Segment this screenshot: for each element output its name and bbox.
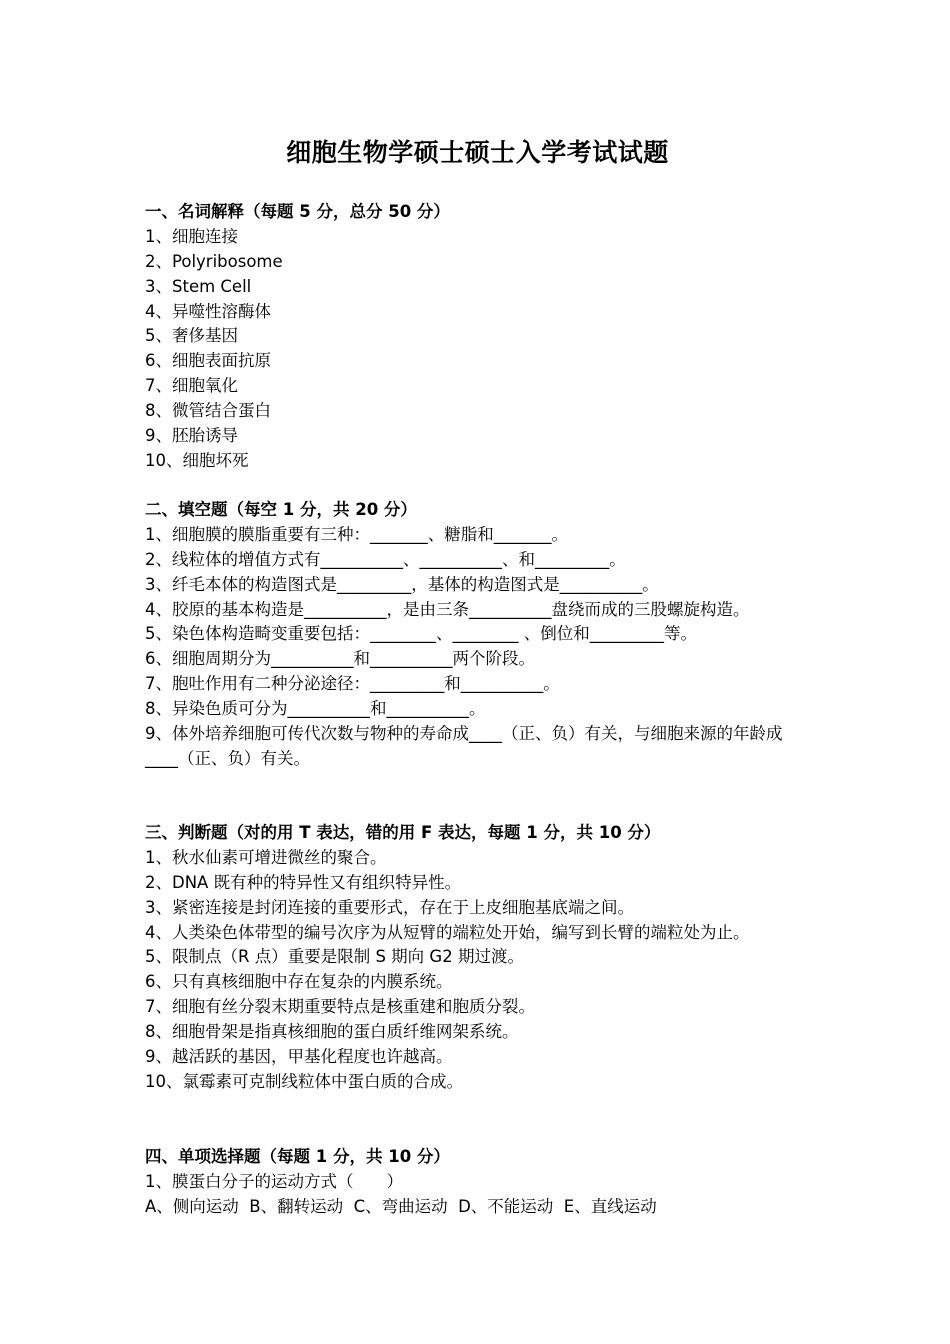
- question-item: 8、异染色质可分为__________和__________。: [145, 699, 486, 719]
- question-item: 3、纤毛本体的构造图式是_________，基体的构造图式是__________。: [145, 574, 659, 594]
- question-item: 10、细胞坏死: [145, 450, 249, 470]
- question-item: 1、膜蛋白分子的运动方式（ ）: [145, 1171, 403, 1191]
- question-item: 2、线粒体的增值方式有__________、__________、和_________。: [145, 549, 626, 569]
- question-item: 5、奢侈基因: [145, 326, 238, 346]
- question-item: 7、细胞有丝分裂末期重要特点是核重建和胞质分裂。: [145, 997, 535, 1017]
- exam-title: 细胞生物学硕士硕士入学考试试题: [286, 138, 669, 167]
- question-item: 1、秋水仙素可增进微丝的聚合。: [145, 847, 387, 867]
- question-item: 7、细胞氧化: [145, 376, 238, 396]
- question-item: 2、Polyribosome: [145, 251, 283, 271]
- section-fill-in-blank: [145, 498, 810, 772]
- section-heading: 四、单项选择题（每题 1 分，共 10 分）: [145, 1147, 450, 1166]
- question-item: 2、DNA 既有种的特异性又有组织特异性。: [145, 872, 462, 892]
- question-item: 9、体外培养细胞可传代次数与物种的寿命成____（正、负）有关，与细胞来源的年龄成____（正、负）有关。: [145, 724, 783, 768]
- question-item: 1、细胞连接: [145, 226, 238, 246]
- question-item: 3、紧密连接是封闭连接的重要形式，存在于上皮细胞基底端之间。: [145, 897, 634, 917]
- question-item: 8、微管结合蛋白: [145, 401, 271, 421]
- section-single-choice: [145, 1145, 810, 1220]
- question-item: 3、Stem Cell: [145, 276, 252, 296]
- question-item: 4、人类染色体带型的编号次序为从短臂的端粒处开始，编写到长臂的端粒处为止。: [145, 922, 750, 942]
- question-item: 4、胶原的基本构造是__________，是由三条__________盘绕而成的三股螺旋构造。: [145, 599, 750, 619]
- section-heading: 一、名词解释（每题 5 分，总分 50 分）: [145, 202, 450, 221]
- question-item: 9、胚胎诱导: [145, 426, 238, 446]
- question-item: 7、胞吐作用有二种分泌途径：_________和__________。: [145, 674, 560, 694]
- question-item: 9、越活跃的基因，甲基化程度也许越高。: [145, 1047, 453, 1067]
- question-item: 5、限制点（R 点）重要是限制 S 期向 G2 期过渡。: [145, 947, 524, 967]
- question-item: 8、细胞骨架是指真核细胞的蛋白质纤维网架系统。: [145, 1022, 519, 1042]
- section-heading: 二、填空题（每空 1 分，共 20 分）: [145, 500, 417, 519]
- question-item: 6、只有真核细胞中存在复杂的内膜系统。: [145, 972, 453, 992]
- question-item: 4、异噬性溶酶体: [145, 301, 271, 321]
- question-item: 10、氯霉素可克制线粒体中蛋白质的合成。: [145, 1071, 463, 1091]
- section-vocabulary: [145, 200, 810, 474]
- section-heading: 三、判断题（对的用 T 表达，错的用 F 表达，每题 1 分，共 10 分）: [145, 823, 661, 842]
- question-item: 6、细胞表面抗原: [145, 351, 271, 371]
- question-item: 5、染色体构造畸变重要包括：________、________ 、倒位和_________等。: [145, 624, 697, 644]
- section-true-false: [145, 821, 810, 1095]
- question-item: 1、细胞膜的膜脂重要有三种：_______、糖脂和_______。: [145, 524, 568, 544]
- question-item: 6、细胞周期分为__________和__________两个阶段。: [145, 649, 535, 669]
- answer-options: A、侧向运动 B、翻转运动 C、弯曲运动 D、不能运动 E、直线运动: [145, 1196, 657, 1216]
